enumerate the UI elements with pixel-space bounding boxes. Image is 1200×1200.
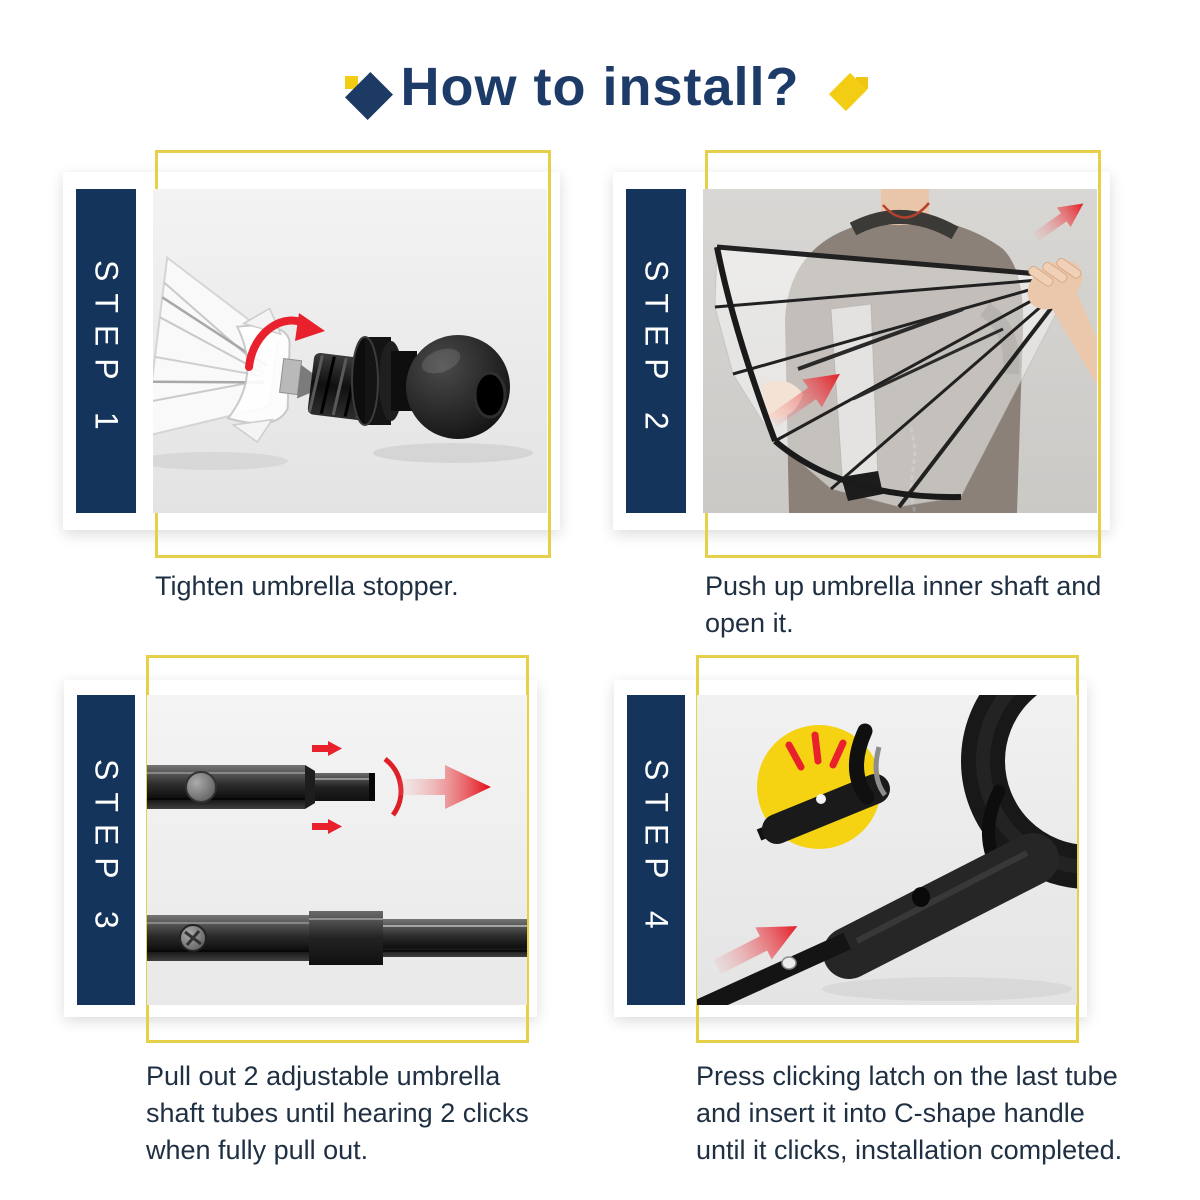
caption-line: Tighten umbrella stopper.	[155, 571, 459, 601]
step-3-caption	[146, 1058, 616, 1169]
step-1-card	[63, 172, 560, 530]
open-umbrella-photo	[703, 189, 1097, 513]
shaft-tubes-photo	[147, 695, 527, 1005]
step-4-card	[614, 680, 1087, 1017]
spring-button	[186, 772, 216, 802]
step-1-label: STEP 1	[88, 260, 125, 442]
caption-line: Press clicking latch on the last tube	[696, 1061, 1118, 1091]
step-4-section	[610, 650, 1150, 1200]
inner-tube	[315, 773, 375, 801]
caption-line: Push up umbrella inner shaft and	[705, 571, 1102, 601]
page-title: How to install?	[400, 57, 800, 117]
step-3-section	[60, 650, 600, 1200]
caption-line: open it.	[705, 608, 794, 638]
caption-line: and insert it into C-shape handle	[696, 1098, 1085, 1128]
step-3-card	[64, 680, 537, 1017]
umbrella-stopper	[352, 335, 510, 439]
step-3-badge	[77, 695, 135, 1005]
caption-line: Pull out 2 adjustable umbrella	[146, 1061, 501, 1091]
step-2-badge	[626, 189, 686, 513]
latch-pin-detail	[816, 794, 826, 804]
step-1-badge	[76, 189, 136, 513]
step-1-section	[60, 140, 600, 645]
step-4-badge	[627, 695, 685, 1005]
handle-latch-photo	[697, 695, 1077, 1005]
caption-line: when fully pull out.	[146, 1135, 369, 1165]
outer-tube	[147, 765, 315, 809]
step-2-caption	[705, 568, 1145, 642]
step-4-caption	[696, 1058, 1166, 1169]
caption-line: shaft tubes until hearing 2 clicks	[146, 1098, 529, 1128]
step-1-caption	[155, 568, 595, 605]
step-4-label: STEP 4	[638, 759, 675, 941]
caption-line: until it clicks, installation completed.	[696, 1135, 1123, 1165]
latch-hole	[912, 887, 930, 907]
step-3-label: STEP 3	[88, 759, 125, 941]
latch-pin	[782, 957, 796, 969]
assembled-tube	[147, 911, 527, 965]
umbrella-stopper-photo	[153, 189, 547, 513]
step-2-section	[610, 140, 1150, 645]
step-2-label: STEP 2	[638, 260, 675, 442]
step-2-card	[613, 172, 1110, 530]
